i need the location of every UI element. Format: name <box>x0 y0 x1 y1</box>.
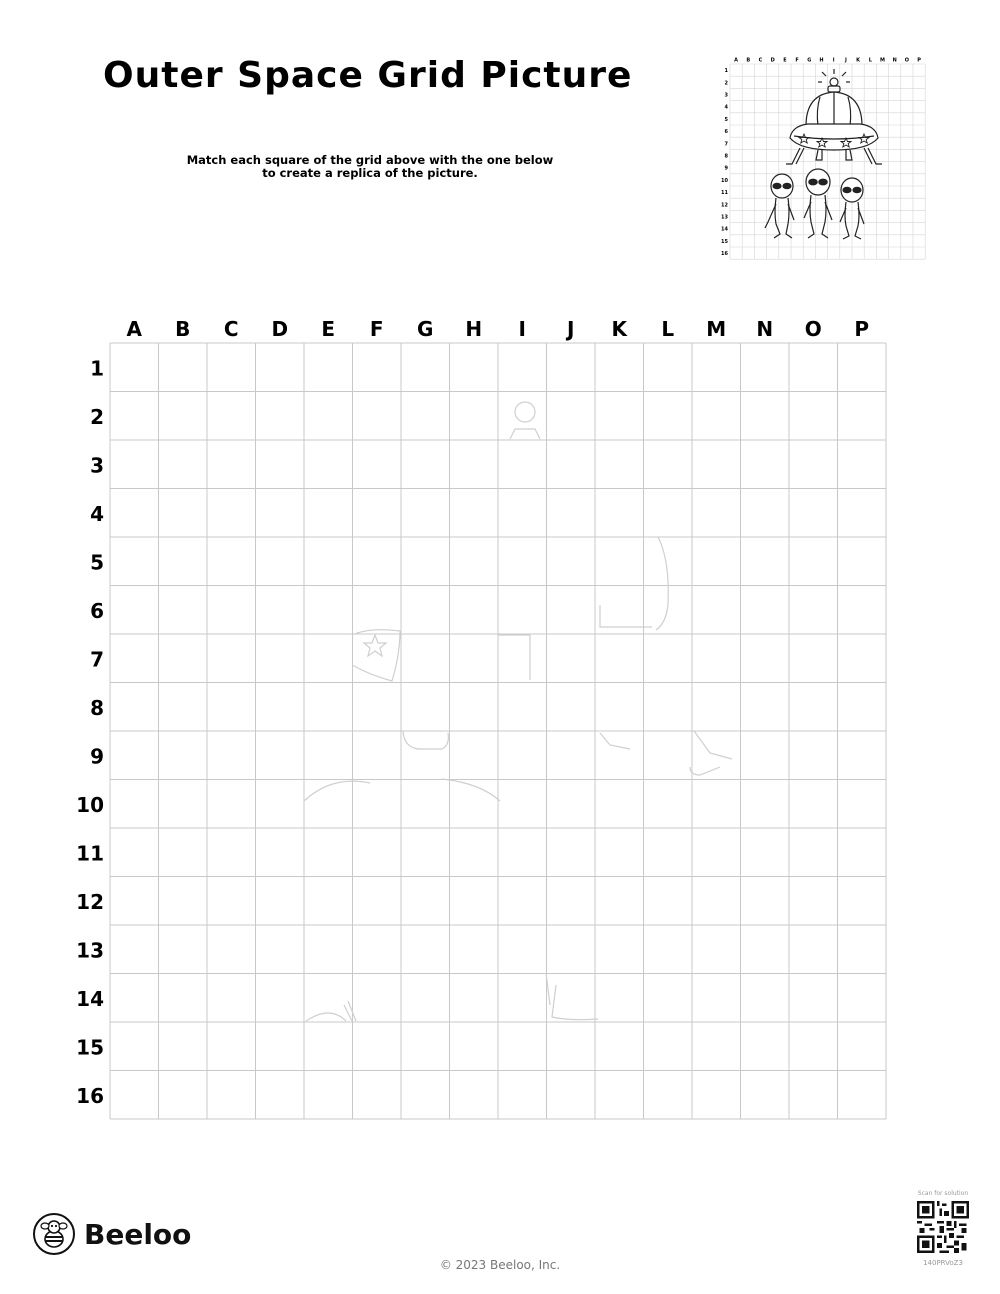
hint-alien-foot <box>306 1001 356 1021</box>
brand-name: Beeloo <box>84 1217 192 1251</box>
hint-leg <box>690 731 732 775</box>
row-label: 14 <box>76 986 104 1011</box>
ufo-leg <box>816 150 822 160</box>
row-labels <box>76 356 104 1108</box>
column-label: J <box>567 317 575 341</box>
column-label: I <box>518 317 526 341</box>
column-label: G <box>417 317 434 341</box>
row-label: 5 <box>90 550 104 575</box>
instructions <box>150 154 590 180</box>
column-label: K <box>611 317 627 341</box>
copyright: © 2023 Beeloo, Inc. <box>439 1258 561 1272</box>
ref-row-label: 13 <box>721 214 728 221</box>
reference-grid-labels <box>721 58 921 258</box>
column-label: N <box>756 317 774 341</box>
row-label: 1 <box>90 356 104 381</box>
ref-row-label: 11 <box>721 190 728 197</box>
ref-row-label: 14 <box>721 226 728 233</box>
ref-row-label: 7 <box>724 141 728 148</box>
ref-row-label: 9 <box>724 165 728 172</box>
row-label: 11 <box>76 841 104 866</box>
column-label: F <box>369 317 384 341</box>
column-label: M <box>706 317 727 341</box>
ref-row-label: 4 <box>724 104 728 111</box>
ref-row-label: 15 <box>721 238 728 245</box>
row-label: 7 <box>90 647 104 672</box>
worksheet-code: 140PRVoZ3 <box>923 1259 963 1267</box>
row-label: 3 <box>90 453 104 478</box>
hint-dome-edge <box>656 537 668 630</box>
ref-row-label: 6 <box>724 129 728 136</box>
ref-row-label: 5 <box>724 116 728 123</box>
row-label: 15 <box>76 1035 104 1060</box>
hint-star-icon <box>352 630 400 681</box>
instructions-line-1: Match each square of the grid above with the one below <box>186 153 554 167</box>
aliens-drawing <box>765 169 864 239</box>
instructions-line-2: to create a replica of the picture. <box>262 166 478 180</box>
ref-column-label: G <box>807 57 812 64</box>
ref-column-label: B <box>746 57 751 64</box>
ref-row-label: 16 <box>721 251 728 258</box>
row-label: 13 <box>76 938 104 963</box>
ref-row-label: 1 <box>724 68 728 75</box>
ufo-leg <box>846 150 852 160</box>
ref-column-label: L <box>868 57 872 64</box>
ref-column-label: I <box>832 57 835 64</box>
qr-block <box>912 1190 974 1267</box>
row-label: 2 <box>90 404 104 429</box>
column-label: L <box>661 317 675 341</box>
grid-lines <box>110 343 886 1119</box>
row-label: 10 <box>76 792 104 817</box>
hint-lines <box>304 402 732 1021</box>
qr-code-icon[interactable] <box>917 1201 969 1253</box>
column-label: H <box>465 317 483 341</box>
ref-column-label: P <box>917 57 921 64</box>
page-title: Outer Space Grid Picture <box>103 55 633 96</box>
row-label: 4 <box>90 501 104 526</box>
drawing-grid[interactable] <box>70 305 900 1125</box>
ref-column-label: M <box>880 57 885 64</box>
column-label: B <box>175 317 191 341</box>
ref-row-label: 12 <box>721 202 728 209</box>
column-label: C <box>223 317 239 341</box>
row-label: 6 <box>90 598 104 623</box>
column-label: A <box>126 317 142 341</box>
ref-column-label: H <box>819 57 824 64</box>
bee-icon <box>32 1212 76 1256</box>
ufo-drawing <box>786 69 882 164</box>
column-label: D <box>271 317 289 341</box>
column-label: O <box>804 317 822 341</box>
hint-alien-head <box>304 781 370 801</box>
ref-column-label: K <box>856 57 861 64</box>
ref-row-label: 2 <box>724 80 728 87</box>
column-label: P <box>854 317 870 341</box>
column-label: E <box>321 317 336 341</box>
ref-row-label: 3 <box>724 92 728 99</box>
qr-caption: Scan for solution <box>917 1190 969 1197</box>
row-label: 12 <box>76 889 104 914</box>
row-label: 9 <box>90 744 104 769</box>
hint-foot <box>403 731 448 749</box>
ref-row-label: 8 <box>724 153 728 160</box>
alien-left <box>765 174 794 238</box>
brand-logo[interactable] <box>32 1212 191 1256</box>
row-label: 8 <box>90 695 104 720</box>
ref-column-label: C <box>758 57 763 64</box>
ref-column-label: O <box>904 57 910 64</box>
row-label: 16 <box>76 1083 104 1108</box>
ref-column-label: D <box>770 57 775 64</box>
ref-column-label: J <box>844 57 847 64</box>
ref-row-label: 10 <box>721 177 728 184</box>
hint-antenna <box>510 402 540 439</box>
ref-column-label: N <box>892 57 897 64</box>
ref-column-label: F <box>795 57 799 64</box>
ref-column-label: E <box>783 57 787 64</box>
ref-column-label: A <box>734 57 739 64</box>
reference-picture <box>718 52 930 262</box>
column-labels <box>127 317 870 341</box>
